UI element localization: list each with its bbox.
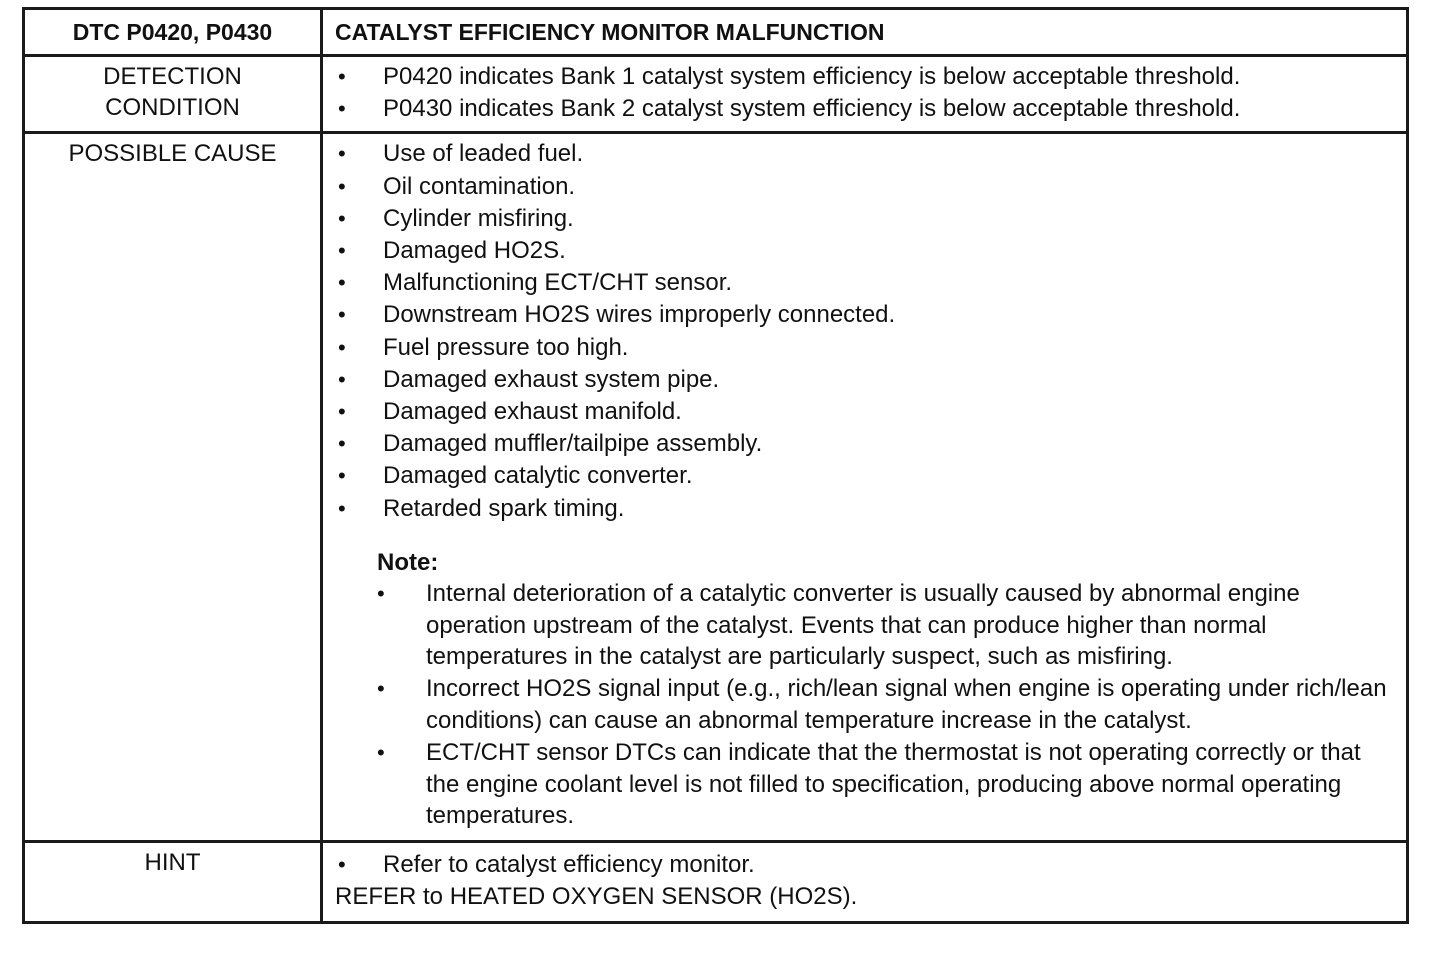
detection-condition-label bbox=[24, 56, 322, 133]
cause-item: • Oil contamination. bbox=[323, 171, 1406, 203]
detection-condition-row bbox=[24, 56, 1408, 133]
possible-cause-content bbox=[322, 133, 1408, 842]
cause-item: • Fuel pressure too high. bbox=[323, 332, 1406, 364]
possible-cause-label: POSSIBLE CAUSE bbox=[24, 133, 322, 842]
detection-list bbox=[323, 61, 1406, 125]
note-item: • Incorrect HO2S signal input (e.g., rich/lean signal when engine is operating under rich/lean conditions) can cause an abnormal temperature increase in the catalyst. bbox=[377, 673, 1406, 737]
cause-item: • Damaged exhaust system pipe. bbox=[323, 364, 1406, 396]
cause-item: • Cylinder misfiring. bbox=[323, 203, 1406, 235]
detection-condition-content bbox=[322, 56, 1408, 133]
detection-item: • P0420 indicates Bank 1 catalyst system efficiency is below acceptable threshold. bbox=[323, 61, 1406, 93]
table-header-row bbox=[24, 9, 1408, 56]
detection-item: • P0430 indicates Bank 2 catalyst system efficiency is below acceptable threshold. bbox=[323, 93, 1406, 125]
cause-item: • Use of leaded fuel. bbox=[323, 138, 1406, 170]
dtc-codes-heading: DTC P0420, P0430 bbox=[24, 9, 322, 56]
hint-row bbox=[24, 842, 1408, 923]
hint-list bbox=[323, 849, 1406, 881]
possible-cause-row bbox=[24, 133, 1408, 842]
detection-label-line1: DETECTION bbox=[103, 63, 242, 90]
hint-item: • Refer to catalyst efficiency monitor. bbox=[323, 849, 1406, 881]
hint-label: HINT bbox=[24, 842, 322, 923]
cause-item: • Downstream HO2S wires improperly connected. bbox=[323, 299, 1406, 331]
detection-label-line2: CONDITION bbox=[105, 94, 240, 121]
cause-item: • Malfunctioning ECT/CHT sensor. bbox=[323, 267, 1406, 299]
hint-content bbox=[322, 842, 1408, 923]
hint-reference: REFER to HEATED OXYGEN SENSOR (HO2S). bbox=[335, 883, 858, 911]
cause-list bbox=[323, 138, 1406, 524]
dtc-table bbox=[22, 7, 1409, 924]
note-item: • ECT/CHT sensor DTCs can indicate that the thermostat is not operating correctly or that the engine coolant level is not filled to specification, producing above normal operating temperatures. bbox=[377, 737, 1406, 832]
note-list bbox=[377, 578, 1406, 832]
cause-item: • Damaged catalytic converter. bbox=[323, 460, 1406, 492]
note-block bbox=[323, 547, 1406, 832]
cause-item: • Damaged HO2S. bbox=[323, 235, 1406, 267]
note-title: Note: bbox=[377, 548, 439, 576]
cause-item: • Damaged muffler/tailpipe assembly. bbox=[323, 428, 1406, 460]
cause-item: • Damaged exhaust manifold. bbox=[323, 396, 1406, 428]
note-item: • Internal deterioration of a catalytic converter is usually caused by abnormal engine operation upstream of the catalyst. Events that can produce higher than normal temperatures in the catalyst are particularly suspect, such as misfiring. bbox=[377, 578, 1406, 673]
malfunction-title: CATALYST EFFICIENCY MONITOR MALFUNCTION bbox=[322, 9, 1408, 56]
cause-item: • Retarded spark timing. bbox=[323, 493, 1406, 525]
